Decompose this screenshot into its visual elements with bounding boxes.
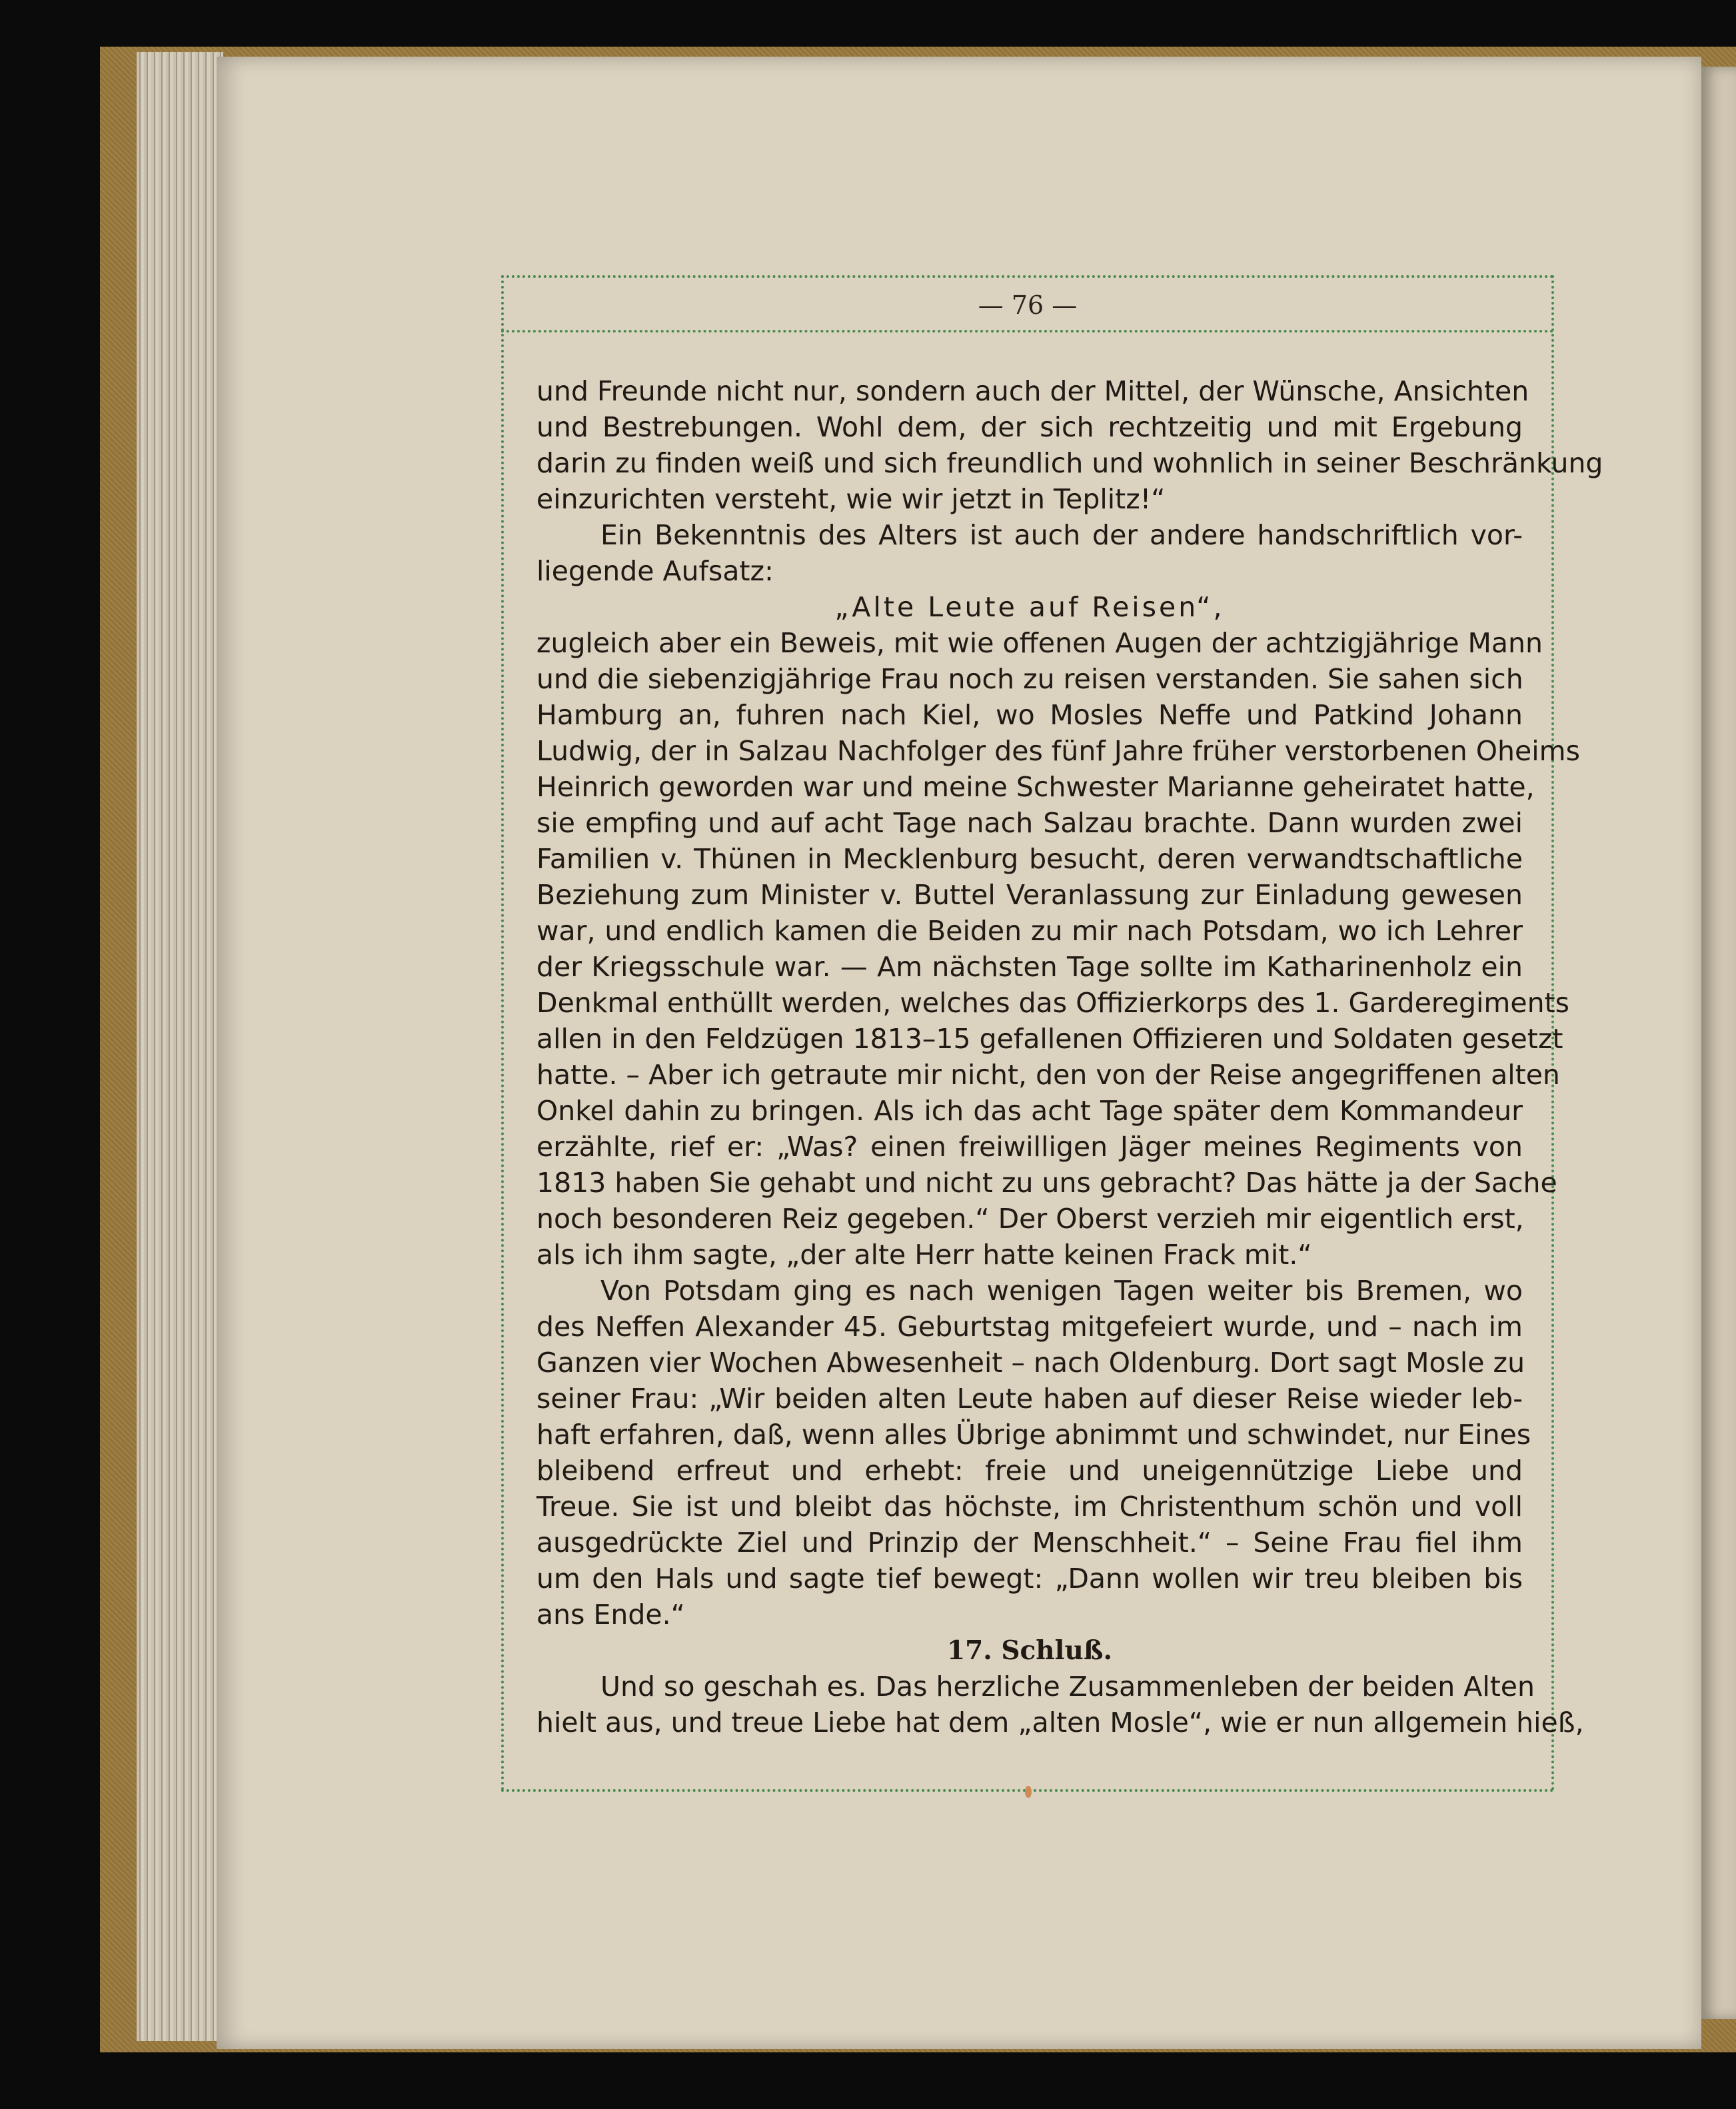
- text-line: einzurichten versteht, wie wir jetzt in Teplitz!“: [536, 483, 1166, 515]
- text-line: erzählte, rief er: „Was? einen freiwilligen Jäger meines Regiments von: [536, 1131, 1523, 1163]
- text-line: Beziehung zum Minister v. Buttel Veranlassung zur Einladung gewesen: [536, 879, 1523, 911]
- text-line: und Freunde nicht nur, sondern auch der Mittel, der Wünsche, Ansichten: [536, 375, 1529, 407]
- text-line: noch besonderen Reiz gegeben.“ Der Oberst verzieh mir eigentlich erst,: [536, 1203, 1524, 1235]
- text-line: 1813 haben Sie gehabt und nicht zu uns gebracht? Das hätte ja der Sache: [536, 1167, 1557, 1199]
- text-line: bleibend erfreut und erhebt: freie und uneigennützige Liebe und: [536, 1455, 1523, 1487]
- text-line: um den Hals und sagte tief bewegt: „Dann wollen wir treu bleiben bis: [536, 1563, 1523, 1595]
- text-line: Von Potsdam ging es nach wenigen Tagen weiter bis Bremen, wo: [600, 1275, 1523, 1307]
- page-edges: [137, 52, 223, 2041]
- text-line: war, und endlich kamen die Beiden zu mir nach Potsdam, wo ich Lehrer: [536, 915, 1523, 947]
- text-line: als ich ihm sagte, „der alte Herr hatte keinen Frack mit.“: [536, 1239, 1312, 1271]
- text-line: haft erfahren, daß, wenn alles Übrige abnimmt und schwindet, nur Eines: [536, 1419, 1531, 1451]
- text-line: zugleich aber ein Beweis, mit wie offenen Augen der achtzigjährige Mann: [536, 627, 1543, 659]
- header-divider: [501, 330, 1554, 333]
- text-line: liegende Aufsatz:: [536, 555, 774, 587]
- text-line: Onkel dahin zu bringen. Als ich das acht Tage später dem Kommandeur: [536, 1095, 1523, 1127]
- text-line: sie empfing und auf acht Tage nach Salzau brachte. Dann wurden zwei: [536, 807, 1523, 839]
- text-line: hatte. – Aber ich getraute mir nicht, den von der Reise angegriffenen alten: [536, 1059, 1560, 1091]
- text-line: der Kriegsschule war. — Am nächsten Tage sollte im Katharinenholz ein: [536, 951, 1523, 983]
- page-number: — 76 —: [978, 291, 1078, 320]
- text-line: und die siebenzigjährige Frau noch zu reisen verstanden. Sie sahen sich: [536, 663, 1523, 695]
- essay-title: „Alte Leute auf Reisen“,: [834, 591, 1225, 623]
- section-heading: 17. Schluß.: [946, 1635, 1113, 1666]
- text-line: Und so geschah es. Das herzliche Zusammenleben der beiden Alten: [600, 1671, 1535, 1703]
- facing-page-edge: [1701, 67, 1736, 2019]
- text-line: des Neffen Alexander 45. Geburtstag mitgefeiert wurde, und – nach im: [536, 1311, 1523, 1343]
- text-line: ans Ende.“: [536, 1599, 685, 1631]
- text-line: Familien v. Thünen in Mecklenburg besucht, deren verwandtschaftliche: [536, 843, 1523, 875]
- text-line: Ein Bekenntnis des Alters ist auch der andere handschriftlich vor-: [600, 519, 1523, 551]
- text-line: und Bestrebungen. Wohl dem, der sich rechtzeitig und mit Ergebung: [536, 411, 1523, 443]
- text-line: darin zu finden weiß und sich freundlich und wohnlich in seiner Beschränkung: [536, 447, 1603, 479]
- text-line: Denkmal enthüllt werden, welches das Offizierkorps des 1. Garderegiments: [536, 987, 1569, 1019]
- text-line: hielt aus, und treue Liebe hat dem „alten Mosle“, wie er nun allgemein hieß,: [536, 1707, 1584, 1739]
- text-line: seiner Frau: „Wir beiden alten Leute haben auf dieser Reise wieder leb-: [536, 1383, 1523, 1415]
- text-line: ausgedrückte Ziel und Prinzip der Menschheit.“ – Seine Frau fiel ihm: [536, 1527, 1523, 1559]
- text-line: Hamburg an, fuhren nach Kiel, wo Mosles Neffe und Patkind Johann: [536, 699, 1523, 731]
- body-text: [536, 373, 1603, 1741]
- text-line: Ganzen vier Wochen Abwesenheit – nach Oldenburg. Dort sagt Mosle zu: [536, 1347, 1525, 1379]
- paper-stain: [1025, 1786, 1032, 1798]
- text-line: Treue. Sie ist und bleibt das höchste, im Christenthum schön und voll: [536, 1491, 1523, 1523]
- text-line: Heinrich geworden war und meine Schwester Marianne geheiratet hatte,: [536, 771, 1535, 803]
- text-line: allen in den Feldzügen 1813–15 gefallenen Offizieren und Soldaten gesetzt: [536, 1023, 1563, 1055]
- text-line: Ludwig, der in Salzau Nachfolger des fünf Jahre früher verstorbenen Oheims: [536, 735, 1580, 767]
